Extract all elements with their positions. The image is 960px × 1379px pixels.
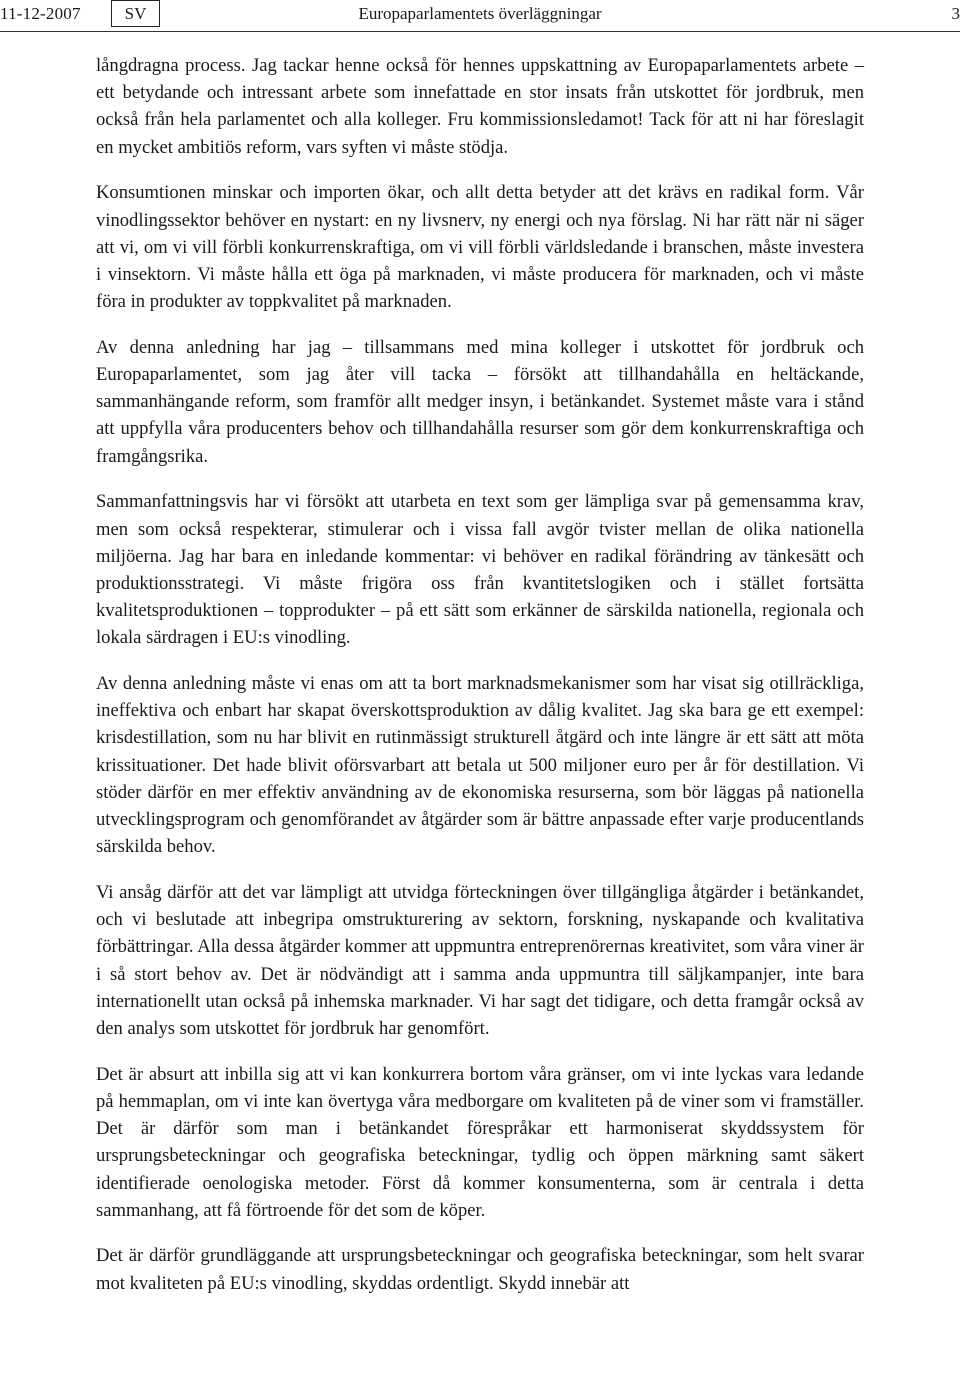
paragraph: långdragna process. Jag tackar henne också för hennes uppskattning av Europaparlamentets arbete – ett betydande och intressant arbete som innefattade en stor insats från utskottet för jordbruk, men också från hela parlamentet och alla kolleger. Fru kommissionsledamot! Tack för att ni har föreslagit en mycket ambitiös reform, vars syften vi måste stödja.: [96, 55, 864, 158]
paragraph: Sammanfattningsvis har vi försökt att utarbeta en text som ger lämpliga svar på gemensamma krav, men som också respekterar, stimulerar och i vissa fall avgör tvister mellan de olika nationella miljöerna. Jag har bara en inledande kommentar: vi behöver en radikal förändring av tänkesätt och produktionsstrategi. Vi måste frigöra oss från kvantitetslogiken och i stället fortsätta kvalitetsproduktionen – topprodukter – på ett sätt som erkänner de särskilda nationella, regionala och lokala särdragen i EU:s vinodling.: [96, 491, 864, 649]
paragraph: Av denna anledning har jag – tillsammans med mina kolleger i utskottet för jordbruk och Europaparlamentet, som jag åter vill tacka – försökt att tillhandahålla en heltäckande, sammanhängande reform, som framför allt medger insyn, i betänkandet. Systemet måste vara i stånd att uppfylla våra producenters behov och tillhandahålla resurser som gör dem konkurrenskraftiga och framgångsrika.: [96, 336, 864, 467]
header-date: 11-12-2007: [0, 4, 81, 23]
paragraph: Konsumtionen minskar och importen ökar, och allt detta betyder att det krävs en radikal form. Vår vinodlingssektor behöver en nystart: en ny livsnerv, ny energi och nya förslag. Ni har rätt när ni säger att vi, om vi vill förbli konkurrenskraftiga, om vi vill förbli världsledande i branschen, måste investera i vinsektorn. Vi måste hålla ett öga på marknaden, vi måste producera för marknaden, och vi måste föra in produkter av toppkvalitet på marknaden.: [96, 182, 864, 313]
page-number: 3: [951, 4, 960, 23]
document-body: [96, 52, 864, 1315]
page-header: [0, 0, 960, 32]
paragraph: Av denna anledning måste vi enas om att ta bort marknadsmekanismer som har visat sig otillräckliga, ineffektiva och enbart har skapat överskottsproduktion av dålig kvalitet. Jag ska bara ge ett exempel: krisdestillation, som nu har blivit en rutinmässigt strukturell åtgärd och inte längre är ett sätt att möta krissituationer. Det hade blivit oförsvarbart att betala ut 500 miljoner euro per år för destillation. Vi stöder därför en mer effektiv användning av de ekonomiska resurserna, som bör läggas på nationella utvecklingsprogram och genomförandet av åtgärder som är bättre anpassade efter varje producentlands särskilda behov.: [96, 673, 864, 858]
header-title: Europaparlamentets överläggningar: [358, 4, 602, 23]
paragraph: Det är absurt att inbilla sig att vi kan konkurrera bortom våra gränser, om vi inte lyckas vara ledande på hemmaplan, om vi inte kan övertyga våra medborgare om kvaliteten på de viner som vi framställer. Det är därför som man i betänkandet förespråkar ett harmoniserat skyddssystem för ursprungsbeteckningar och geografiska beteckningar, tydlig och öppen märkning samt säkert identifierade oenologiska metoder. Först då kommer konsumenterna, som är centrala i detta sammanhang, att få förtroende för det som de köper.: [96, 1063, 864, 1221]
language-code-box: SV: [111, 0, 160, 27]
paragraph: Det är därför grundläggande att ursprungsbeteckningar och geografiska beteckningar, som helt svarar mot kvaliteten på EU:s vinodling, skyddas ordentligt. Skydd innebär att: [96, 1245, 864, 1294]
paragraph: Vi ansåg därför att det var lämpligt att utvidga förteckningen över tillgängliga åtgärder i betänkandet, och vi beslutade att inbegripa omstrukturering av sektorn, forskning, nyskapande och kvalitativa förbättringar. Alla dessa åtgärder kommer att uppmuntra entreprenörernas kreativitet, som våra viner är i så stort behov av. Det är nödvändigt att i samma anda uppmuntra till säljkampanjer, inte bara internationellt utan också på inhemska marknader. Vi har sagt det tidigare, och detta framgår också av den analys som utskottet för jordbruk har genomfört.: [96, 881, 864, 1039]
